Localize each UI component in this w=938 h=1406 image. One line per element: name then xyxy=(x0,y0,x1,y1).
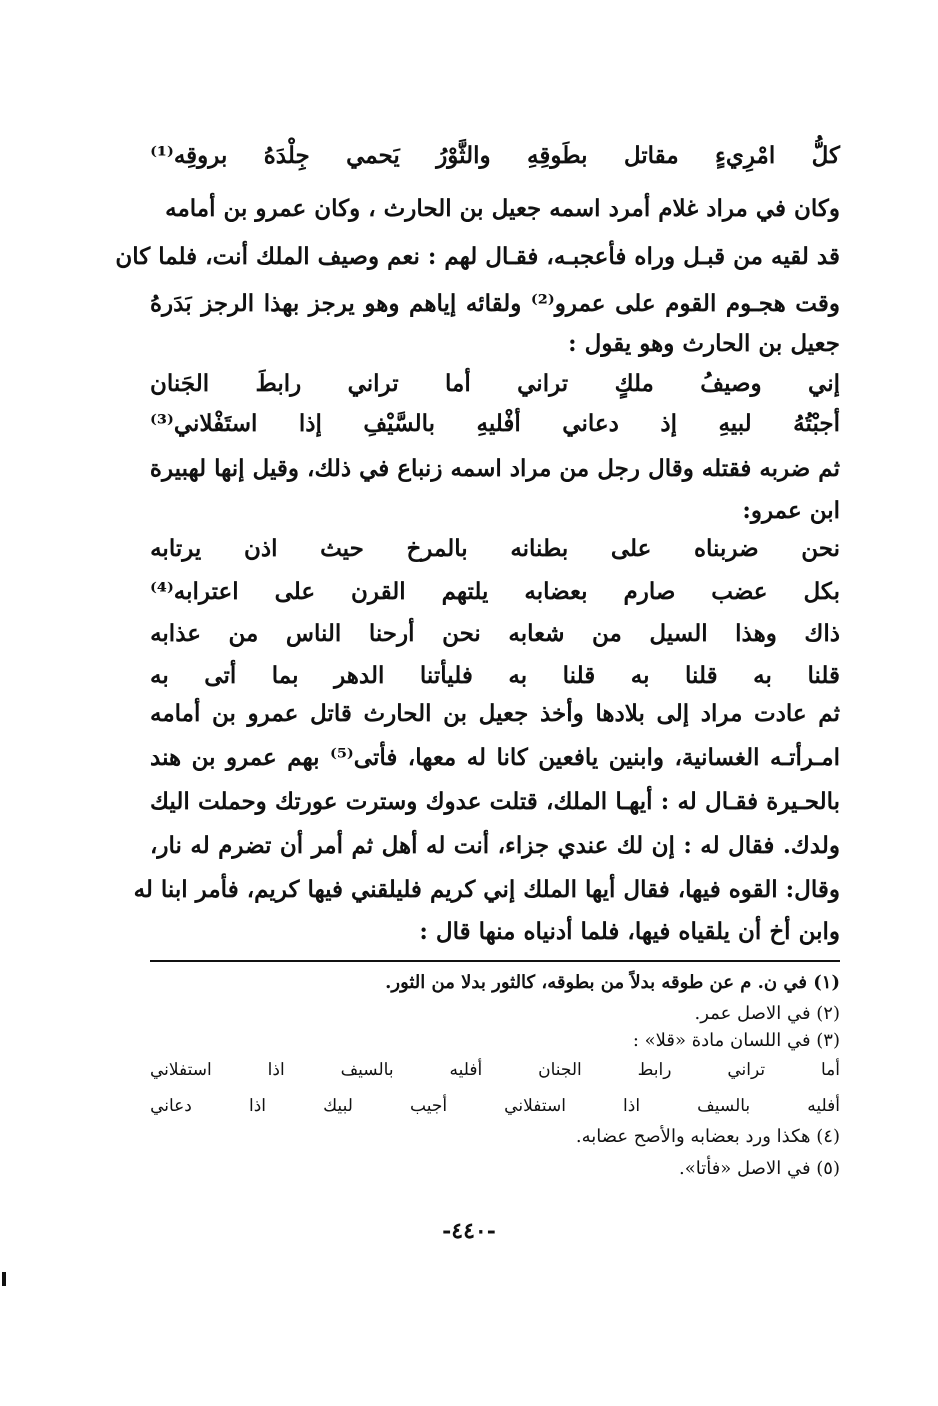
verse-word: به xyxy=(630,662,650,689)
verse-word: إذا xyxy=(298,410,322,437)
verse-word: القرن xyxy=(351,578,406,605)
prose-line: قد لقيه من قبـل وراه فأعجبـه، فقـال لهم : نعم وصيف الملك أنت، فلما كان xyxy=(115,243,840,270)
verse-word: أجبْتُهُ xyxy=(793,410,840,437)
verse-word: قلنا xyxy=(685,662,718,689)
verse-word: الناس xyxy=(285,620,342,647)
verse-word: صارم xyxy=(623,578,676,605)
verse-word: بعضابه xyxy=(524,578,588,605)
verse-word: رابط xyxy=(637,1060,672,1080)
verse-word: أما xyxy=(445,370,471,397)
verse-word: وصيفُ xyxy=(700,370,762,397)
verse-word: أجيب xyxy=(410,1096,448,1116)
verse-word: الجنان xyxy=(538,1060,582,1080)
verse-word: قلنا xyxy=(562,662,596,689)
verse-word: أفليه xyxy=(449,1060,483,1080)
verse-word: أتى xyxy=(204,662,237,689)
verse-word: السيل xyxy=(649,620,708,647)
footnote: (١) في ن. م عن طوقه بدلاً من بطوقه، كالثور بدلا من الثور. xyxy=(385,972,840,993)
verse-line xyxy=(150,620,840,647)
verse-word: قلنا xyxy=(807,662,840,689)
verse-word: اذا xyxy=(267,1060,285,1080)
verse-word: به xyxy=(150,662,169,689)
page-number: -٤٤٠- xyxy=(442,1218,496,1244)
verse-word: اعترابه⁽⁴⁾ xyxy=(150,578,239,605)
verse-line xyxy=(150,410,840,437)
verse-word: يلتهم xyxy=(441,578,489,605)
verse-word: بطنانه xyxy=(510,535,569,562)
verse-word: الدهر xyxy=(334,662,385,689)
verse-word: فليأتنا xyxy=(419,662,473,689)
verse-word: أرحنا xyxy=(368,620,415,647)
footnote: (٢) في الاصل عمر. xyxy=(694,1003,840,1024)
verse-word: استَفْلاني⁽³⁾ xyxy=(150,410,258,437)
verse-word: أفليه xyxy=(807,1096,840,1116)
prose-line: ابن عمرو: xyxy=(742,497,840,524)
verse-word: لبيهِ xyxy=(718,410,752,437)
verse-word: امْرِيءٍ xyxy=(715,142,776,169)
verse-word: نحن xyxy=(442,620,481,647)
verse-word: رابطَ xyxy=(255,370,302,397)
verse-word: يرتابه xyxy=(150,535,202,562)
prose-line: ثم ضربه فقتله وقال رجل من مراد اسمه زنباع في ذلك، وقيل إنها لهبيرة xyxy=(149,455,840,482)
verse-word: من xyxy=(228,620,259,647)
verse-word: دعاني xyxy=(150,1096,192,1116)
verse-line xyxy=(150,578,840,605)
verse-word: من xyxy=(592,620,622,647)
verse-word: بكل xyxy=(803,578,840,605)
verse-word: تراني xyxy=(517,370,569,397)
verse-word: ملكٍ xyxy=(614,370,654,397)
verse-word: حيث xyxy=(320,535,364,562)
verse-word: إذ xyxy=(660,410,677,437)
verse-word: به xyxy=(508,662,528,689)
scan-mark xyxy=(2,1272,6,1286)
verse-word: به xyxy=(753,662,772,689)
verse-word: عذابه xyxy=(150,620,201,647)
footnote: (٣) في اللسان مادة «قلا» : xyxy=(632,1030,840,1051)
verse-word: بالمرخ xyxy=(406,535,468,562)
verse-word: بطَوقِهِ xyxy=(527,142,588,169)
verse-line xyxy=(150,370,840,397)
prose-line: وكان في مراد غلام أمرد اسمه جعيل بن الحارث ، وكان عمرو بن أمامه xyxy=(165,195,840,222)
verse-word: اذن xyxy=(243,535,278,562)
verse-word: تراني xyxy=(347,370,399,397)
prose-line: ولدك. فقال له : إن لك عندي جزاء، أنت له أهل ثم أمر أن تضرم له نار، xyxy=(150,832,840,859)
verse-line xyxy=(150,535,840,562)
footnote-verse-line xyxy=(150,1060,840,1080)
verse-word: جِلْدَهُ xyxy=(263,142,310,169)
verse-word: مقاتل xyxy=(623,142,679,169)
footnote: (٥) في الاصل «فأتا». xyxy=(678,1158,840,1179)
prose-line: وقت هجـوم القوم على عمرو⁽²⁾ ولقائه إياهم وهو يرجز بهذا الرجز بَدَرهُ xyxy=(150,290,840,317)
verse-word: أما xyxy=(820,1060,840,1080)
verse-word: استفلاني xyxy=(504,1096,566,1116)
footnote-divider xyxy=(150,960,840,962)
prose-line: وابن أخ أن يلقياه فيها، فلما أدنياه منها قال : xyxy=(419,918,840,945)
verse-word: بالسيف xyxy=(340,1060,394,1080)
verse-word: بالسَّيْفِ xyxy=(363,410,436,437)
prose-line: جعيل بن الحارث وهو يقول : xyxy=(568,330,840,357)
verse-line xyxy=(150,662,840,689)
footnote-verse-line xyxy=(150,1096,840,1116)
verse-word: بروقِه⁽¹⁾ xyxy=(150,142,228,169)
verse-word: الجَنان xyxy=(150,370,210,397)
prose-line: وقال: القوه فيها، فقال أيها الملك إني كريم فليلقني فيها كريم، فأمر ابنا له xyxy=(133,876,840,903)
verse-word: أفْليهِ xyxy=(476,410,521,437)
verse-word: ذاك xyxy=(804,620,840,647)
verse-word: تراني xyxy=(727,1060,766,1080)
verse-word: ضربناه xyxy=(694,535,759,562)
verse-word: عضب xyxy=(711,578,768,605)
verse-word: وهذا xyxy=(735,620,777,647)
verse-word: اذا xyxy=(248,1096,266,1116)
verse-word: استفلاني xyxy=(150,1060,212,1080)
prose-line: بالحـيرة فقـال له : أيهـا الملك، قتلت عدوك وسترت عورتك وحملت اليك xyxy=(150,788,840,815)
verse-word: يَحمي xyxy=(346,142,400,169)
footnote: (٤) هكذا ورد بعضابه والأصح عضابه. xyxy=(575,1126,840,1147)
verse-word: على xyxy=(610,535,652,562)
verse-word: لبيك xyxy=(323,1096,353,1116)
verse-word: اذا xyxy=(623,1096,641,1116)
verse-word: على xyxy=(274,578,316,605)
prose-line: ثم عادت مراد إلى بلادها وأخذ جعيل بن الحارث قاتل عمرو بن أمامه xyxy=(150,700,840,727)
verse-word: والثَّوْرُ xyxy=(436,142,491,169)
verse-word: بما xyxy=(271,662,299,689)
prose-line: امـرأتـه الغسانية، وابنين يافعين كانا له معها، فأتى⁽⁵⁾ بهم عمرو بن هند xyxy=(150,744,841,771)
verse-word: دعاني xyxy=(562,410,619,437)
verse-word: بالسيف xyxy=(697,1096,751,1116)
verse-word: شعابه xyxy=(508,620,565,647)
verse-line xyxy=(150,142,840,169)
verse-word: كلُّ xyxy=(811,142,840,169)
verse-word: نحن xyxy=(801,535,840,562)
verse-word: إني xyxy=(808,370,840,397)
